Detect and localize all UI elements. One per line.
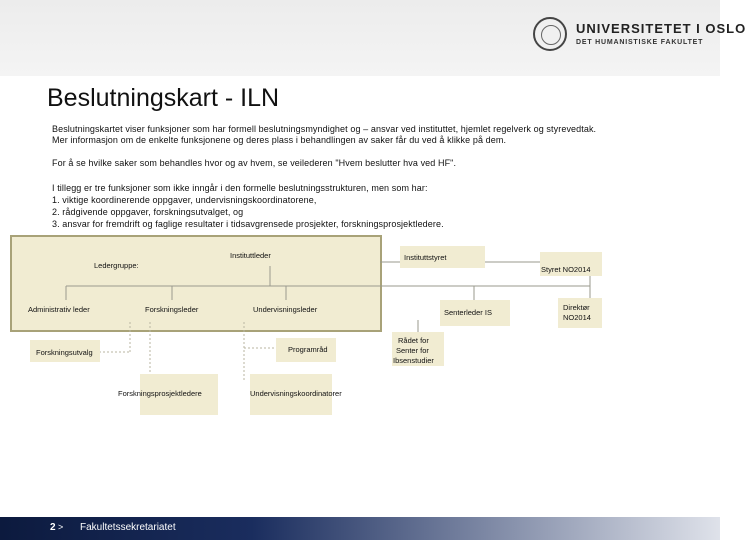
node-direktor-line1[interactable]: Direktør [563,303,590,312]
list-item-2: 2. rådgivende oppgaver, forskningsutvalget, og [52,207,244,217]
intro-line-4: I tillegg er tre funksjoner som ikke inngår i den formelle beslutningsstrukturen, men som har: [52,183,428,193]
node-direktor-line2[interactable]: NO2014 [563,313,591,322]
intro-line-1: Beslutningskartet viser funksjoner som har formell beslutningsmyndighet og – ansvar ved instituttet, hjemlet regelverk og styrevedtak. [52,124,597,134]
node-instituttstyret[interactable]: Instituttstyret [404,253,447,262]
slide-header [0,0,746,76]
node-senterleder[interactable]: Senterleder IS [444,308,492,317]
leadership-group-frame [11,236,381,331]
university-name: UNIVERSITETET I OSLO [576,21,746,36]
node-programrad[interactable]: Programråd [288,345,328,354]
decision-map [0,228,720,518]
footer-text: Fakultetssekretariatet [80,522,176,533]
intro-line-2: Mer informasjon om de enkelte funksjonene og deres plass i behandlingen av saker får du ved å klikke på dem. [52,135,507,145]
node-radet-line2[interactable]: Senter for [396,346,429,355]
node-styret-no2014[interactable]: Styret NO2014 [541,265,591,274]
slide-footer [0,517,720,540]
university-seal-icon [533,17,567,51]
node-forskningsleder[interactable]: Forskningsleder [145,305,199,314]
node-forskningsutvalg[interactable]: Forskningsutvalg [36,348,93,357]
connector-lines [0,228,720,518]
next-arrow-icon[interactable]: > [58,522,64,532]
node-undervisningsleder[interactable]: Undervisningsleder [253,305,318,314]
node-radet-line3[interactable]: Ibsenstudier [393,356,434,365]
node-radet-line1[interactable]: Rådet for [398,336,429,345]
node-forskningsprosjektledere[interactable]: Forskningsprosjektledere [118,389,202,398]
node-undervisningskoordinatorer[interactable]: Undervisningskoordinatorer [250,389,342,398]
node-instituttleder[interactable]: Instituttleder [230,251,271,260]
faculty-name: DET HUMANISTISKE FAKULTET [576,39,704,46]
page-title: Beslutningskart - ILN [47,84,280,112]
node-ledergruppe: Ledergruppe: [94,261,139,270]
list-item-3: 3. ansvar for fremdrift og faglige resultater i tidsavgrensede prosjekter, forskningsprosjektledere. [52,219,444,229]
page-number: 2 [50,522,56,533]
list-item-1: 1. viktige koordinerende oppgaver, undervisningskoordinatorene, [52,195,317,205]
intro-line-3: For å se hvilke saker som behandles hvor og av hvem, se veilederen "Hvem beslutter hva ved HF". [52,158,457,168]
node-administrativ-leder[interactable]: Administrativ leder [28,305,90,314]
